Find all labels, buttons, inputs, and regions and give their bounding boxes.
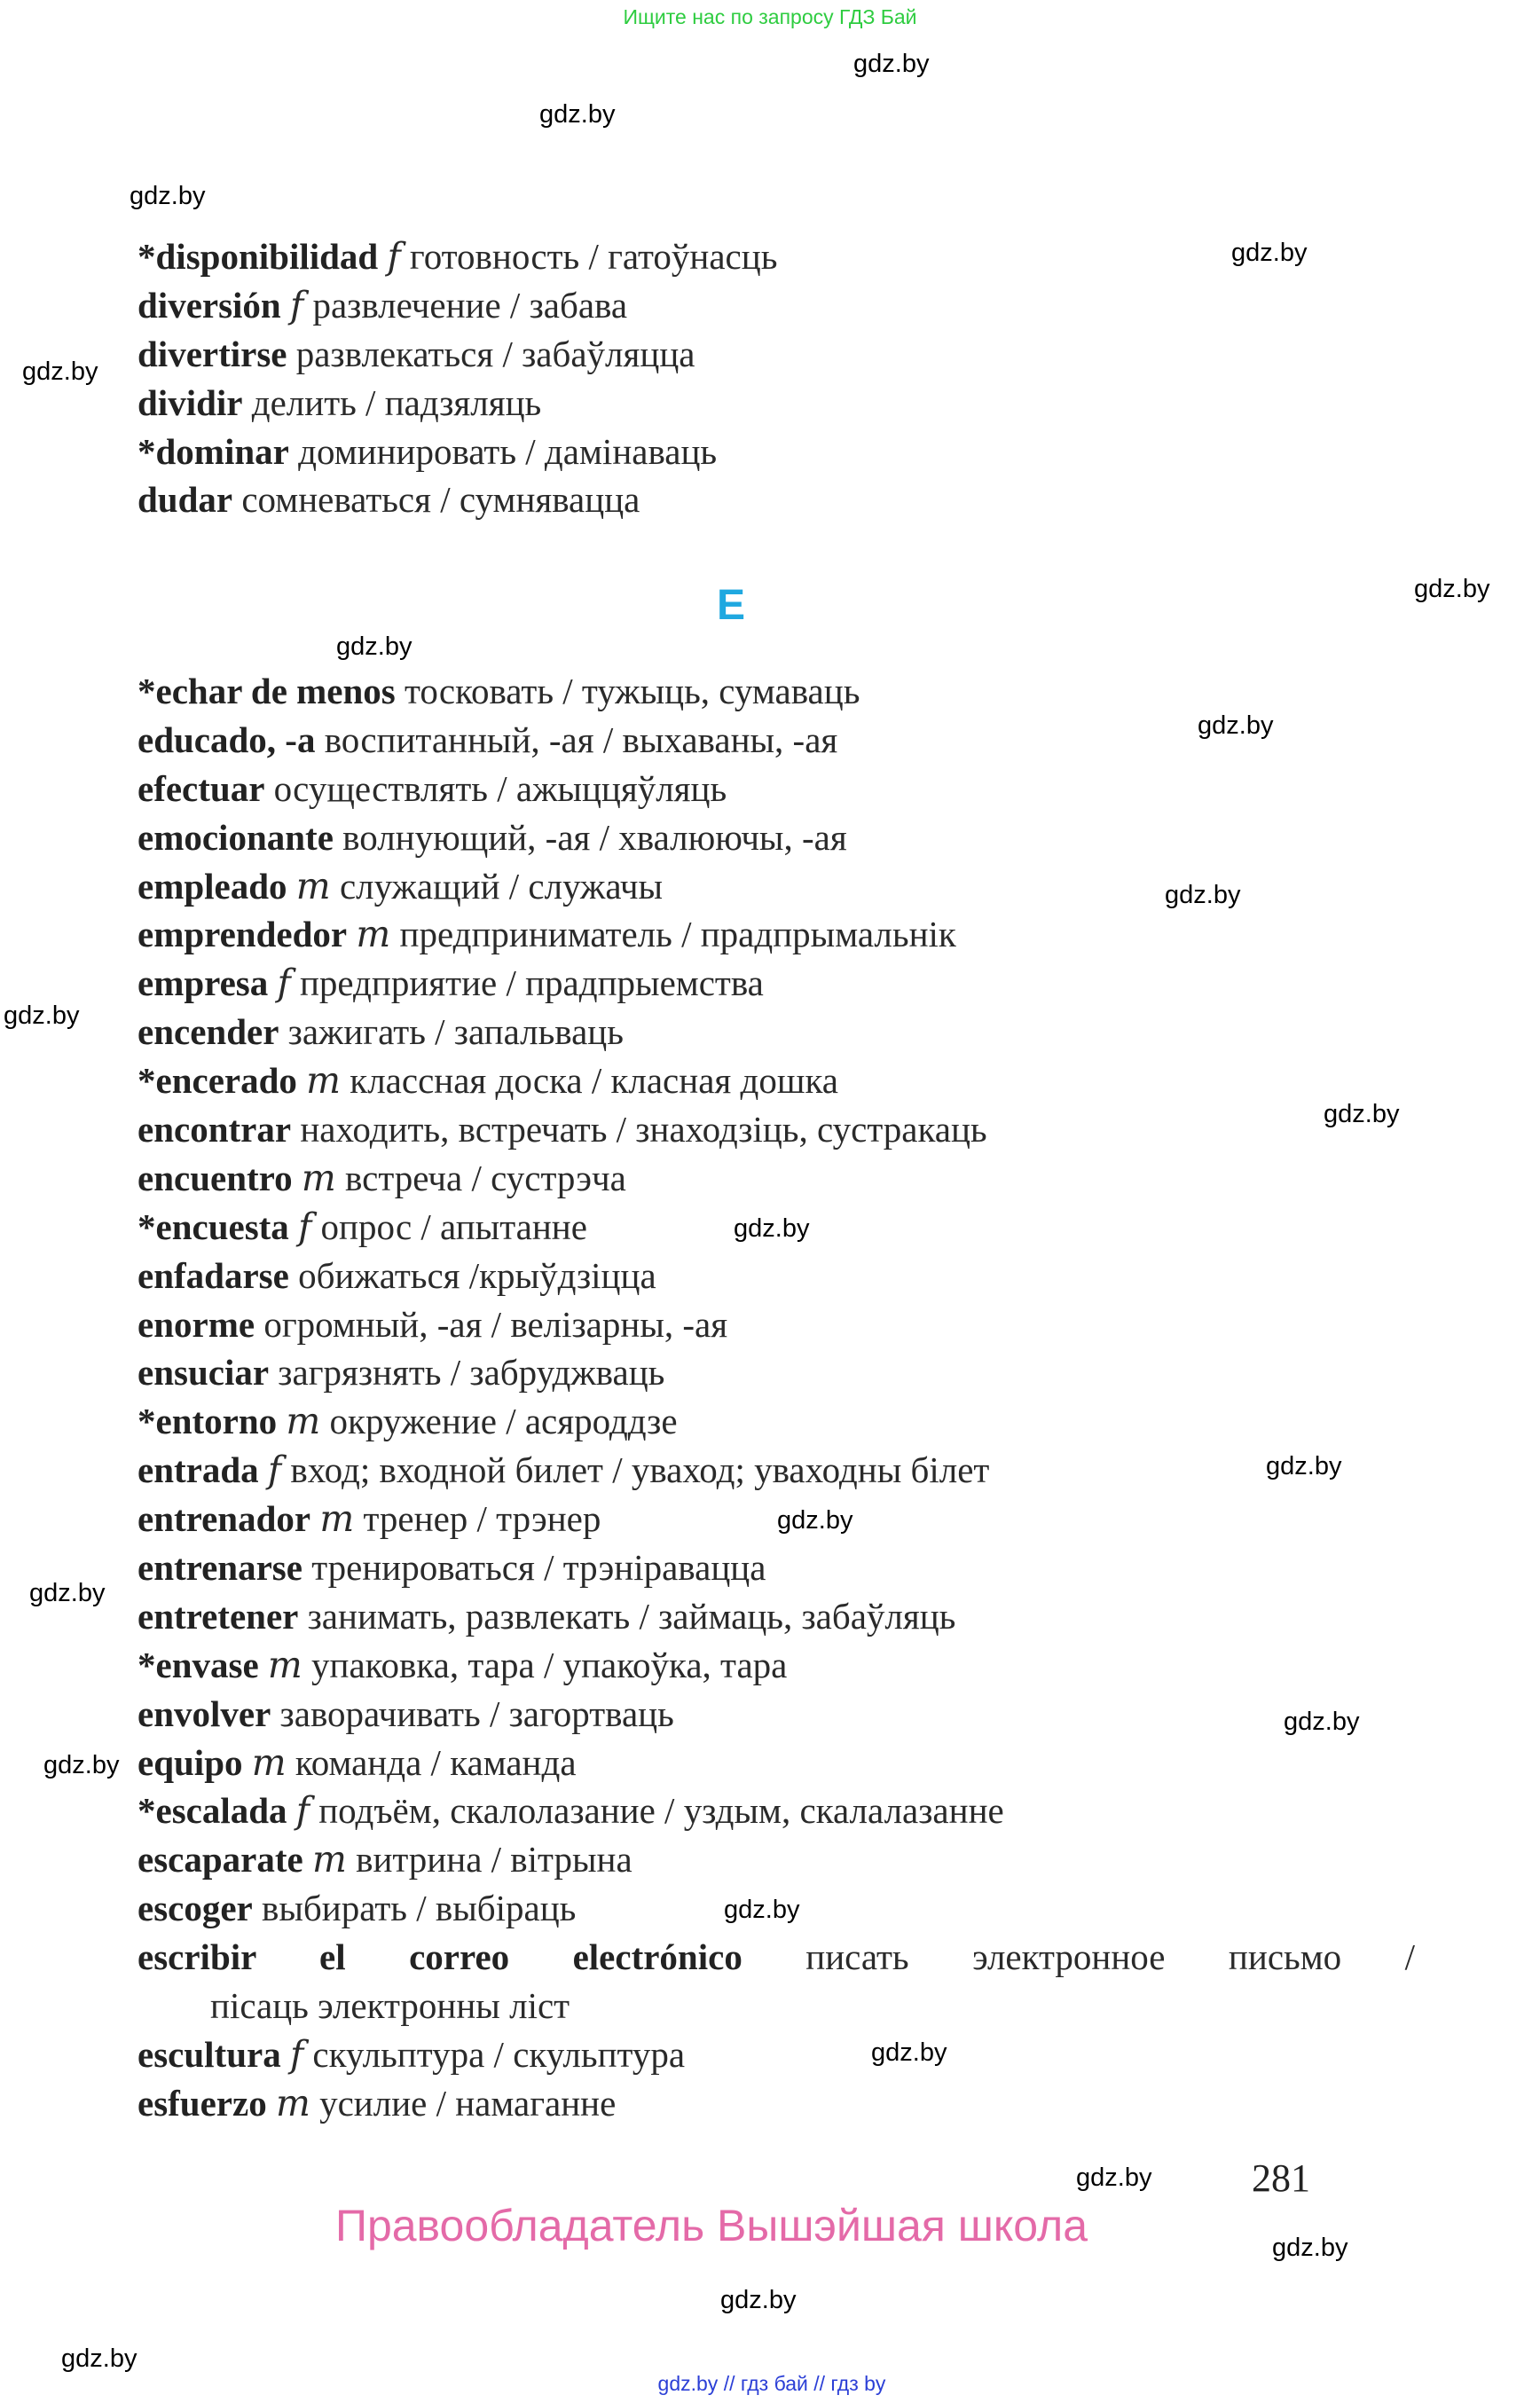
entry-gender: m [295, 864, 331, 907]
dictionary-entry [138, 1105, 1415, 1154]
page-number: 281 [1252, 2156, 1310, 2200]
entry-gender: m [319, 1497, 355, 1541]
entry-translation: заворачивать / загортваць [279, 1692, 674, 1734]
entry-gender: m [286, 1400, 321, 1443]
entry-word: *entorno [138, 1401, 278, 1442]
entry-word: entrenador [138, 1498, 311, 1540]
rights-holder-notice [0, 2200, 1540, 2251]
entry-gender: m [267, 1643, 302, 1686]
entry-word: equipo [138, 1741, 243, 1783]
entry-translation: упаковка, тара / упакоўка, тара [311, 1644, 788, 1685]
entry-word: ensuciar [138, 1352, 270, 1394]
dictionary-entry [138, 959, 1415, 1008]
entry-word: envolver [138, 1692, 271, 1734]
dictionary-entry [138, 2030, 1415, 2079]
dictionary-entry [138, 1154, 1415, 1203]
entry-translation: осуществлять / ажыццяўляць [273, 767, 727, 809]
entry-word: enorme [138, 1303, 255, 1345]
footer-links[interactable] [0, 2372, 1540, 2396]
entry-gender: f [298, 1205, 312, 1248]
entry-gender: f [267, 1449, 282, 1492]
rights-holder-text: Правообладатель Вышэйшая школа [335, 2201, 1088, 2250]
entry-word: *envase [138, 1644, 259, 1685]
dictionary-entry [138, 765, 1415, 813]
entry-translation: загрязнять / забруджваць [278, 1352, 665, 1394]
entry-word: emprendedor [138, 914, 348, 955]
dictionary-entry [138, 1933, 1415, 1982]
watermark: gdz.by [853, 50, 930, 78]
entry-word: entrenarse [138, 1547, 302, 1589]
entry-word: *encerado [138, 1060, 297, 1102]
entry-gender: f [295, 1789, 310, 1833]
entry-translation: предприятие / прадпрыемства [299, 962, 764, 1004]
dictionary-entry [138, 1787, 1415, 1835]
dictionary-entry [138, 1203, 1415, 1252]
entry-word: diversión [138, 284, 281, 326]
entry-translation: скульптура / скульптура [312, 2033, 686, 2075]
dictionary-entry [138, 1252, 1415, 1300]
dictionary-entry [138, 1300, 1415, 1349]
dictionary-entry [138, 475, 1415, 524]
entry-translation: писать электронное письмо / [805, 1936, 1415, 1978]
footer-links-text[interactable]: gdz.by // гдз бай // гдз by [657, 2372, 886, 2395]
dictionary-entry [138, 1348, 1415, 1397]
entry-translation-continuation: пісаць электронны ліст [210, 1985, 570, 2027]
watermark: gdz.by [1231, 239, 1308, 267]
entry-word: dividir [138, 381, 243, 423]
watermark: gdz.by [1076, 2163, 1152, 2192]
dictionary-entry [138, 1056, 1415, 1105]
entry-translation: тренер / трэнер [363, 1498, 601, 1540]
entry-translation: вход; входной билет / уваход; уваходны білет [290, 1449, 990, 1491]
dictionary-entry [138, 1446, 1415, 1495]
entry-word: encender [138, 1011, 279, 1053]
entry-translation: окружение / асяроддзе [329, 1401, 678, 1442]
entry-translation: предприниматель / прадпрымальнік [399, 914, 956, 955]
entry-translation: команда / каманда [295, 1741, 577, 1783]
entry-translation: развлекаться / забаўляцца [295, 333, 695, 374]
dictionary-entry [138, 1543, 1415, 1592]
entry-translation: доминировать / дамінаваць [298, 430, 718, 472]
dictionary-entry [138, 330, 1415, 379]
dictionary-entry [138, 1690, 1415, 1739]
dictionary-entry [138, 1835, 1415, 1884]
watermark: gdz.by [29, 1579, 106, 1607]
entry-translation: усилие / намаганне [319, 2082, 617, 2124]
entry-translation: классная доска / класная дошка [350, 1060, 838, 1102]
watermark: gdz.by [1272, 2234, 1348, 2262]
entry-gender: m [356, 913, 391, 956]
watermark: gdz.by [130, 182, 206, 210]
dictionary-entry [138, 716, 1415, 765]
entry-word: *echar de menos [138, 671, 396, 711]
dictionary-entry-continuation [138, 1982, 1415, 2030]
watermark: gdz.by [22, 357, 98, 386]
entry-word: empleado [138, 865, 287, 907]
watermark: gdz.by [871, 2038, 947, 2067]
watermark: gdz.by [1198, 711, 1274, 740]
entry-translation: сомневаться / сумнявацца [241, 479, 640, 521]
entry-gender: f [387, 235, 401, 278]
dictionary-entry [138, 862, 1415, 911]
entry-gender: m [306, 1059, 342, 1103]
entry-gender: f [290, 283, 304, 326]
watermark: gdz.by [1165, 881, 1241, 909]
dictionary-entry [138, 1884, 1415, 1933]
entry-translation: опрос / апытанне [320, 1205, 587, 1247]
entry-gender: f [289, 2032, 304, 2076]
entry-gender: m [251, 1740, 287, 1784]
entry-translation: развлечение / забава [312, 284, 628, 326]
watermark: gdz.by [336, 632, 412, 661]
entry-word: efectuar [138, 767, 265, 809]
entry-word: escaparate [138, 1839, 303, 1881]
entry-word: encontrar [138, 1109, 292, 1150]
watermark: gdz.by [1324, 1100, 1400, 1128]
watermark: gdz.by [1284, 1708, 1360, 1736]
watermark: gdz.by [43, 1751, 120, 1779]
watermark: gdz.by [539, 100, 616, 129]
entry-word: entretener [138, 1595, 299, 1637]
entry-translation: обижаться /крыўдзіцца [298, 1254, 656, 1296]
entry-word: educado, -a [138, 719, 316, 760]
dictionary-section-e [138, 667, 1415, 2128]
entry-translation: делить / падзяляць [251, 381, 542, 423]
entry-translation: волнующий, -ая / хвалюючы, -ая [342, 816, 847, 858]
watermark: gdz.by [4, 1001, 80, 1030]
entry-translation: зажигать / запальваць [287, 1011, 624, 1053]
entry-word: escultura [138, 2033, 281, 2075]
watermark: gdz.by [1414, 575, 1490, 603]
entry-word: escribir el correo electrónico [138, 1936, 742, 1978]
dictionary-entry [138, 2079, 1415, 2128]
entry-word: empresa [138, 962, 269, 1004]
entry-translation: витрина / вітрына [356, 1839, 632, 1881]
dictionary-entry [138, 813, 1415, 862]
entry-word: dudar [138, 479, 233, 521]
dictionary-entry [138, 1008, 1415, 1056]
entry-word: divertirse [138, 333, 287, 374]
dictionary-entry [138, 667, 1415, 716]
dictionary-entry [138, 428, 1415, 476]
entry-word: *dominar [138, 430, 289, 472]
dictionary-entry [138, 281, 1415, 330]
dictionary-entry [138, 379, 1415, 428]
search-hint-banner: Ищите нас по запросу ГДЗ Бай [623, 5, 917, 28]
entry-gender: m [311, 1838, 347, 1881]
entry-gender: m [275, 2081, 310, 2124]
dictionary-entry [138, 1739, 1415, 1787]
entry-translation: тосковать / тужыць, сумаваць [405, 671, 860, 711]
entry-word: encuentro [138, 1157, 293, 1198]
entry-word: *escalada [138, 1790, 287, 1832]
entry-gender: m [301, 1156, 336, 1199]
dictionary-entry [138, 1397, 1415, 1446]
entry-translation: занимать, развлекать / займаць, забаўляць [307, 1595, 956, 1637]
dictionary-entry [138, 1592, 1415, 1641]
entry-translation: огромный, -ая / велізарны, -ая [263, 1303, 728, 1345]
entry-word: emocionante [138, 816, 334, 858]
entry-word: *encuesta [138, 1205, 289, 1247]
entry-translation: находить, встречать / знаходзіць, сустракаць [300, 1109, 987, 1150]
watermark: gdz.by [1266, 1452, 1342, 1480]
watermark: gdz.by [734, 1214, 810, 1243]
dictionary-entry [138, 910, 1415, 959]
entry-translation: воспитанный, -ая / выхаваны, -ая [324, 719, 838, 760]
dictionary-entry [138, 232, 1415, 281]
entry-word: entrada [138, 1449, 259, 1491]
entry-translation: готовность / гатоўнасць [409, 236, 778, 277]
dictionary-section-d [138, 232, 1415, 524]
entry-word: *disponibilidad [138, 236, 379, 277]
entry-gender: f [277, 962, 291, 1005]
watermark: gdz.by [724, 1896, 800, 1924]
entry-translation: выбирать / выбіраць [262, 1888, 577, 1929]
entry-word: esfuerzo [138, 2082, 267, 2124]
dictionary-entry [138, 1641, 1415, 1690]
entry-translation: тренироваться / трэніравацца [311, 1547, 766, 1589]
entry-translation: служащий / служачы [339, 865, 664, 907]
entry-translation: подъём, скалолазание / уздым, скалалазанне [318, 1790, 1004, 1832]
entry-translation: встреча / сустрэча [345, 1157, 626, 1198]
dictionary-entry [138, 1495, 1415, 1543]
entry-word: escoger [138, 1888, 253, 1929]
watermark: gdz.by [720, 2286, 797, 2314]
watermark: gdz.by [61, 2344, 138, 2373]
entry-word: enfadarse [138, 1254, 289, 1296]
watermark: gdz.by [777, 1506, 853, 1535]
section-letter-e: E [716, 582, 745, 629]
